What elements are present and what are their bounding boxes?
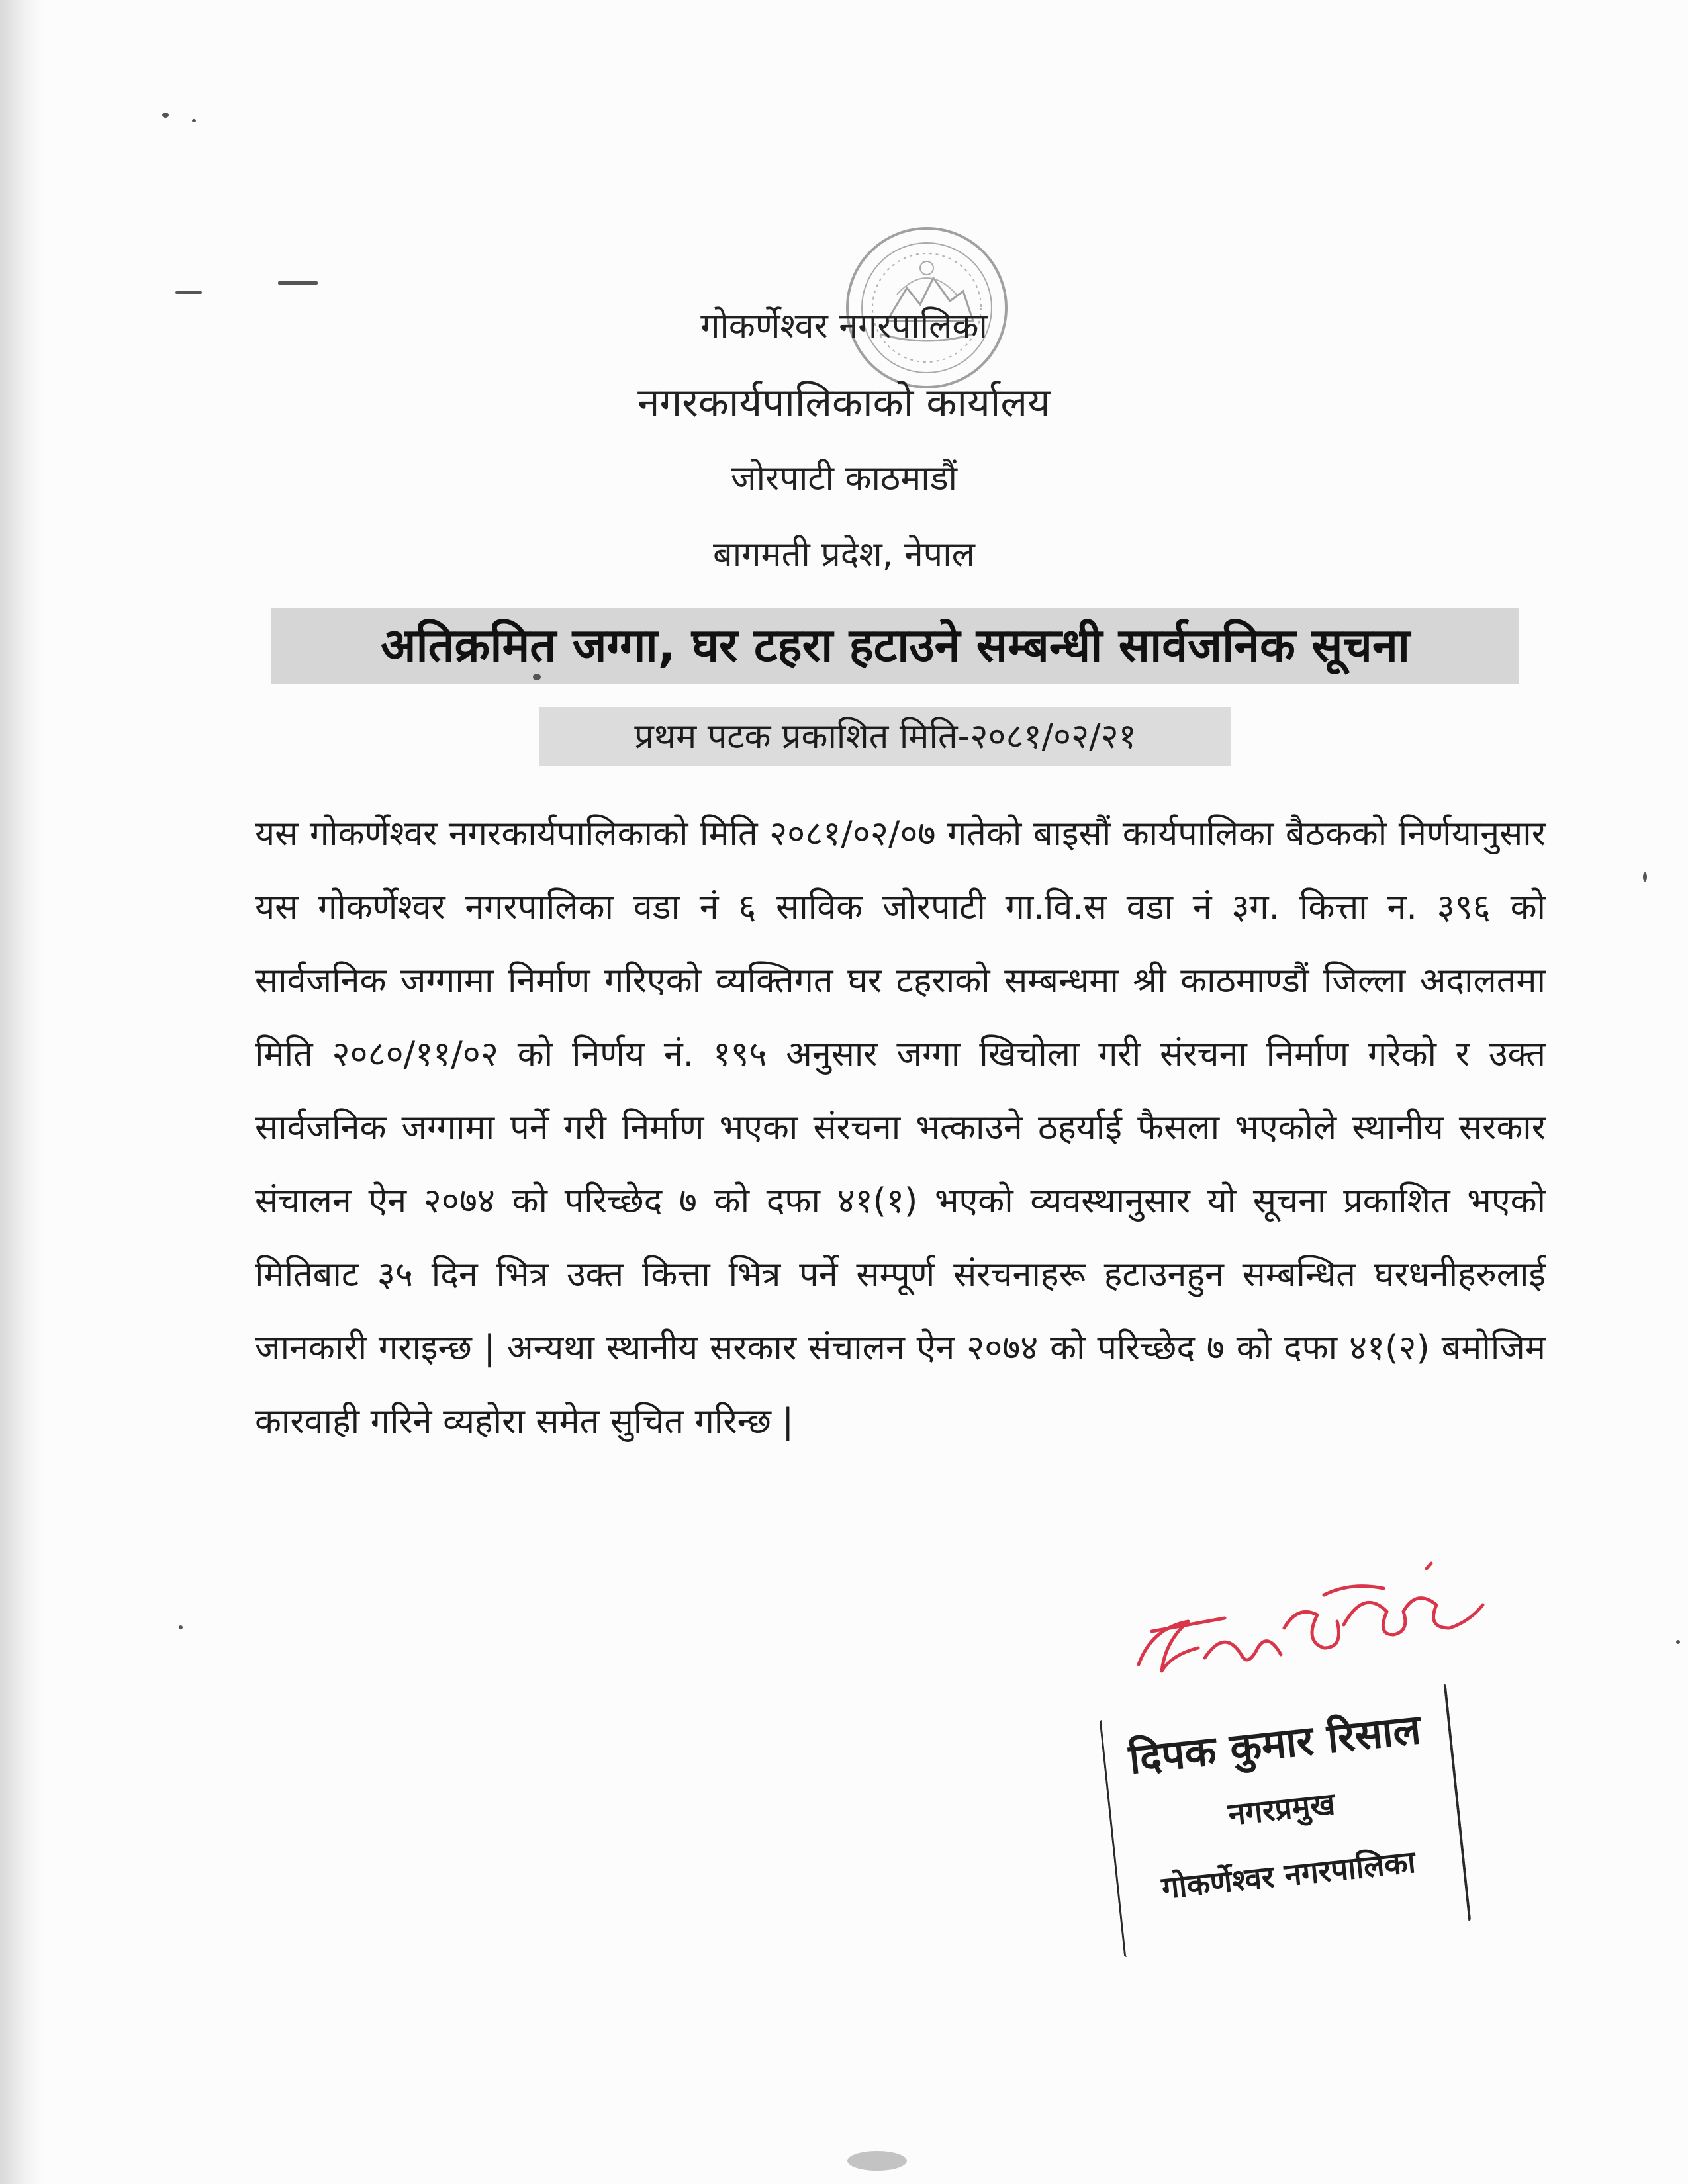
scan-speck	[175, 291, 202, 294]
office-location: जोरपाटी काठमाडौं	[731, 459, 957, 498]
mayor-stamp	[1092, 1676, 1490, 1991]
scan-speck	[278, 281, 318, 285]
scan-speck	[162, 113, 169, 118]
publication-date: प्रथम पटक प्रकाशित मिति-२०८१/०२/२१	[634, 717, 1137, 756]
stamp-name: दिपक कुमार रिसाल	[1126, 1704, 1423, 1784]
notice-title: अतिक्रमित जग्गा, घर टहरा हटाउने सम्बन्धी सार्वजनिक सूचना	[381, 618, 1410, 672]
scan-speck	[1676, 1640, 1680, 1644]
stamp-role: नगरप्रमुख	[1226, 1785, 1337, 1833]
scan-speck	[847, 2151, 907, 2171]
scan-speck	[1643, 872, 1647, 882]
municipality-name: गोकर्णेश्वर नगरपालिका	[700, 306, 988, 346]
scan-speck	[179, 1625, 183, 1629]
stamp-organization: गोकर्णेश्वर नगरपालिका	[1160, 1843, 1417, 1906]
scan-speck	[192, 119, 196, 122]
notice-body: यस गोकर्णेश्वर नगरकार्यपालिकाको मिति २०८१/०२/०७ गतेको बाइसौं कार्यपालिका बैठकको निर्णयानुसार यस गोकर्णेश्वर नगरपालिका वडा नं ६ साविक जोरपाटी गा.वि.स वडा नं ३ग. कित्ता न. ३९६ को सार्वजनिक जग्गामा निर्माण गरिएको व्यक्तिगत घर टहराको सम्बन्धमा श्री काठमाण्डौं जिल्ला अदालतमा मिति २०८०/११/०२ को निर्णय नं. १९५ अनुसार जग्गा खिचोला गरी संरचना निर्माण गरेको र उक्त सार्वजनिक जग्गामा पर्ने गरी निर्माण भएका संरचना भत्काउने ठहर्याई फैसला भएकोले स्थानीय सरकार संचालन ऐन २०७४ को परिच्छेद ७ को दफा ४१(१) भएको व्यवस्थानुसार यो सूचना प्रकाशित भएको मितिबाट ३५ दिन भित्र उक्त कित्ता भित्र पर्ने सम्पूर्ण संरचनाहरू हटाउनहुन सम्बन्धित घरधनीहरुलाई जानकारी गराइन्छ | अन्यथा स्थानीय सरकार संचालन ऐन २०७४ को परिच्छेद ७ को दफा ४१(२) बमोजिम कारवाही गरिने व्यहोरा समेत सुचित गरिन्छ |	[255, 814, 1546, 1441]
scan-speck	[533, 674, 541, 680]
office-name: नगरकार्यपालिकाको कार्यालय	[637, 380, 1051, 426]
province-country: बागमती प्रदेश, नेपाल	[713, 535, 975, 574]
